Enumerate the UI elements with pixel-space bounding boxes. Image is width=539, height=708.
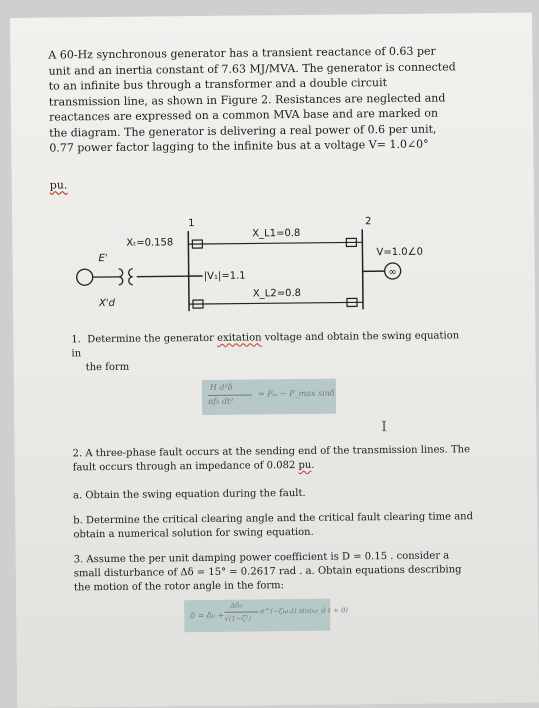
- question-2b: b. Determine the critical clearing angle and the critical fault clearing time and obtain a numerical solution for swing equation.: [73, 510, 473, 542]
- line-2: [189, 298, 363, 308]
- q1-number: 1.: [71, 334, 81, 345]
- intro-text: A 60-Hz synchronous generator has a transient reactance of 0.63 per unit and an inertia constant of 7.63 MJ/MVA. The generator is connected to an infinite bus through a transformer and a double circuit transmission line, as shown in Figure 2. Resistances are neglected and reactances are expressed on a common MVA base and are marked on the diagram. The generator is delivering a real power of 0.6 per unit, 0.77 power factor lagging to the infinite bus at a voltage V= 1.0∠0°: [48, 45, 455, 155]
- xl2-label: X_L2=0.8: [253, 288, 301, 300]
- bus-1-label: 1: [188, 218, 194, 229]
- question-2a: a. Obtain the swing equation during the fault.: [73, 485, 473, 503]
- generator-symbol: [77, 269, 93, 285]
- v1-label: |V₁|=1.1: [204, 271, 246, 282]
- xd-prime-label: X'd: [98, 298, 116, 309]
- document-page: [10, 13, 539, 708]
- q2-text: 2. A three-phase fault occurs at the sending end of the transmission lines. The fault occurs through an impedance of 0.082: [73, 444, 471, 473]
- bus-1-bar: [185, 231, 203, 311]
- line-1: [188, 238, 362, 248]
- single-line-diagram: [52, 209, 403, 323]
- transformer-symbol: [93, 268, 186, 285]
- eq2-fraction-bar: [224, 611, 258, 612]
- bus-2-bar: [362, 229, 385, 309]
- infinity-icon: ∞: [388, 267, 396, 278]
- intro-end: [50, 178, 68, 191]
- problem-statement: [48, 43, 459, 156]
- xl1-label: X_L1=0.8: [252, 228, 300, 240]
- eq2-rhs: e^(−ζωₙt) sin(ω_d t + θ): [260, 606, 348, 615]
- e-prime-label: E': [98, 253, 107, 264]
- eq1-denominator: πf₀ dt²: [208, 397, 234, 406]
- eq1-rhs: = Pₘ − P_max sinδ: [258, 389, 335, 399]
- pu-unit: pu.: [50, 178, 68, 191]
- eq2-numerator: Δδ₀: [230, 602, 242, 610]
- xt-label: Xₜ=0.158: [126, 237, 173, 248]
- q1-text-b: voltage and obtain the swing equation in: [71, 330, 459, 359]
- swing-equation-image: [202, 379, 336, 415]
- eq2-denominator: √(1−ζ²): [224, 615, 251, 623]
- bus-2-label: 2: [365, 216, 371, 227]
- q2-pu: pu: [298, 460, 311, 471]
- eq2-lhs: δ = δ₀ +: [190, 611, 224, 620]
- q2-end: .: [311, 460, 314, 471]
- q1-text-a: Determine the generator: [87, 333, 214, 345]
- eq1-numerator: H d²δ: [210, 383, 233, 392]
- vinf-label: V=1.0∠0: [376, 247, 423, 258]
- q1-text-c: the form: [72, 362, 130, 374]
- q1-exitation: exitation: [217, 332, 262, 343]
- text-cursor-icon: I: [381, 419, 387, 435]
- question-2: [72, 443, 472, 475]
- question-1: [71, 329, 471, 375]
- rotor-angle-equation-image: [184, 599, 330, 633]
- infinite-bus-symbol: [385, 263, 401, 279]
- question-3: 3. Assume the per unit damping power coefficient is D = 0.15 . consider a small disturbance of Δδ = 15° = 0.2617 rad . a. Obtain equations describing the motion of the rotor angle in the form:: [74, 549, 474, 595]
